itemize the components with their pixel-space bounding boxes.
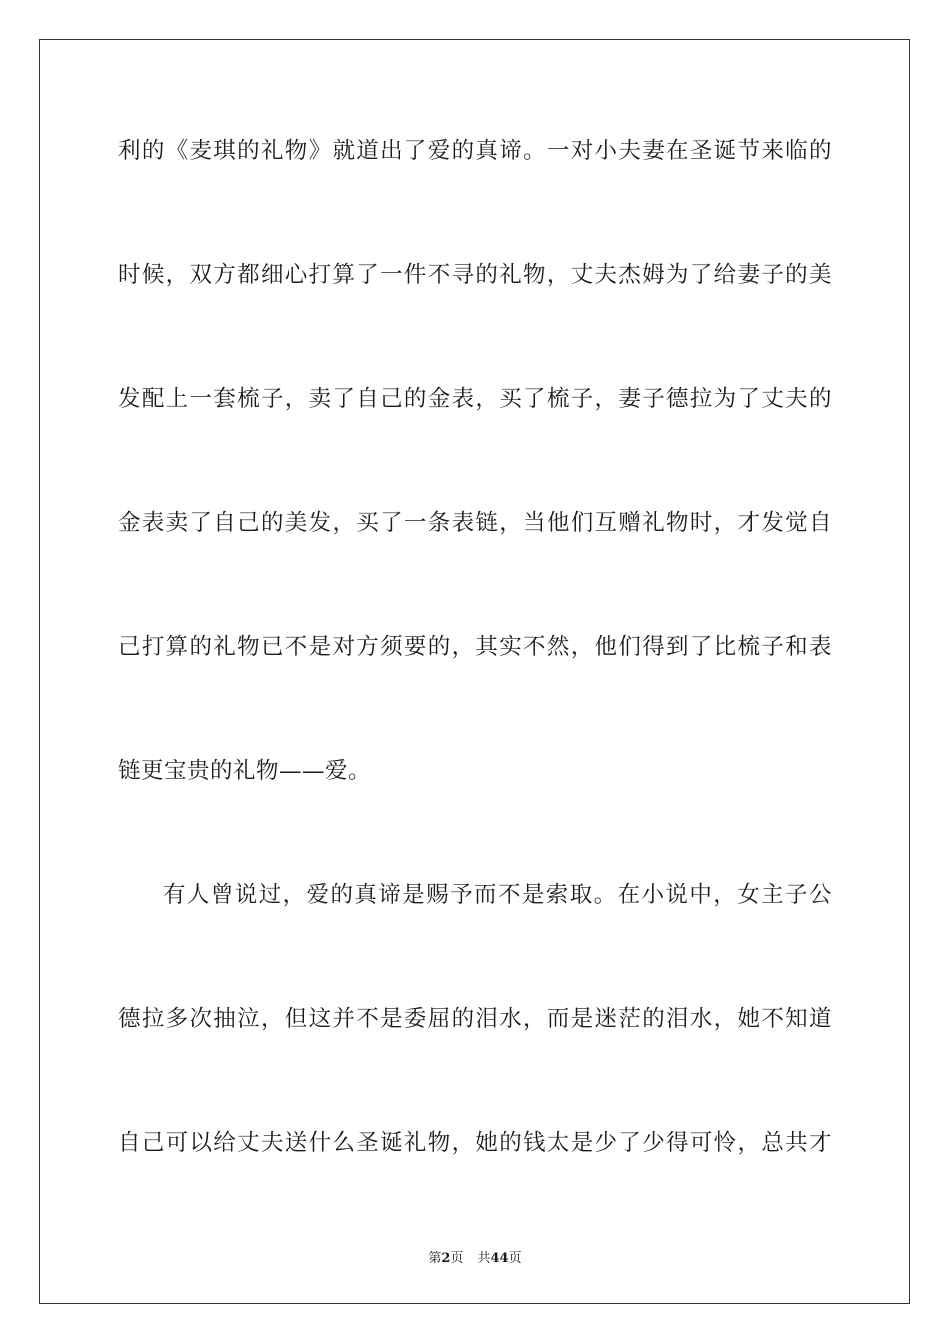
- text-line-paragraph-end: 链更宝贵的礼物——爱。: [118, 758, 372, 784]
- text-line: 自己可以给丈夫送什么圣诞礼物，她的钱太是少了少得可怜，总共才: [118, 1130, 832, 1156]
- page-footer: [0, 1247, 950, 1266]
- text-line: 德拉多次抽泣，但这并不是委屈的泪水，而是迷茫的泪水，她不知道: [118, 1006, 832, 1032]
- total-suffix: 页: [508, 1251, 522, 1266]
- total-prefix: 共: [477, 1251, 491, 1266]
- total-pages: 44: [490, 1251, 509, 1266]
- page-suffix: 页: [450, 1251, 464, 1266]
- text-line-paragraph-start: 有人曾说过，爱的真谛是赐予而不是索取。在小说中，女主子公: [163, 882, 832, 908]
- document-body: [118, 125, 832, 1241]
- text-line: 己打算的礼物已不是对方须要的，其实不然，他们得到了比梳子和表: [118, 634, 832, 660]
- page-prefix: 第: [428, 1251, 442, 1266]
- text-line: 发配上一套梳子，卖了自己的金表，买了梳子，妻子德拉为了丈夫的: [118, 386, 832, 412]
- text-line: 时候，双方都细心打算了一件不寻的礼物，丈夫杰姆为了给妻子的美: [118, 262, 832, 288]
- text-line: 金表卖了自己的美发，买了一条表链，当他们互赠礼物时，才发觉自: [118, 510, 832, 536]
- text-line: 利的《麦琪的礼物》就道出了爱的真谛。一对小夫妻在圣诞节来临的: [118, 138, 832, 164]
- page-number: 2: [441, 1251, 451, 1266]
